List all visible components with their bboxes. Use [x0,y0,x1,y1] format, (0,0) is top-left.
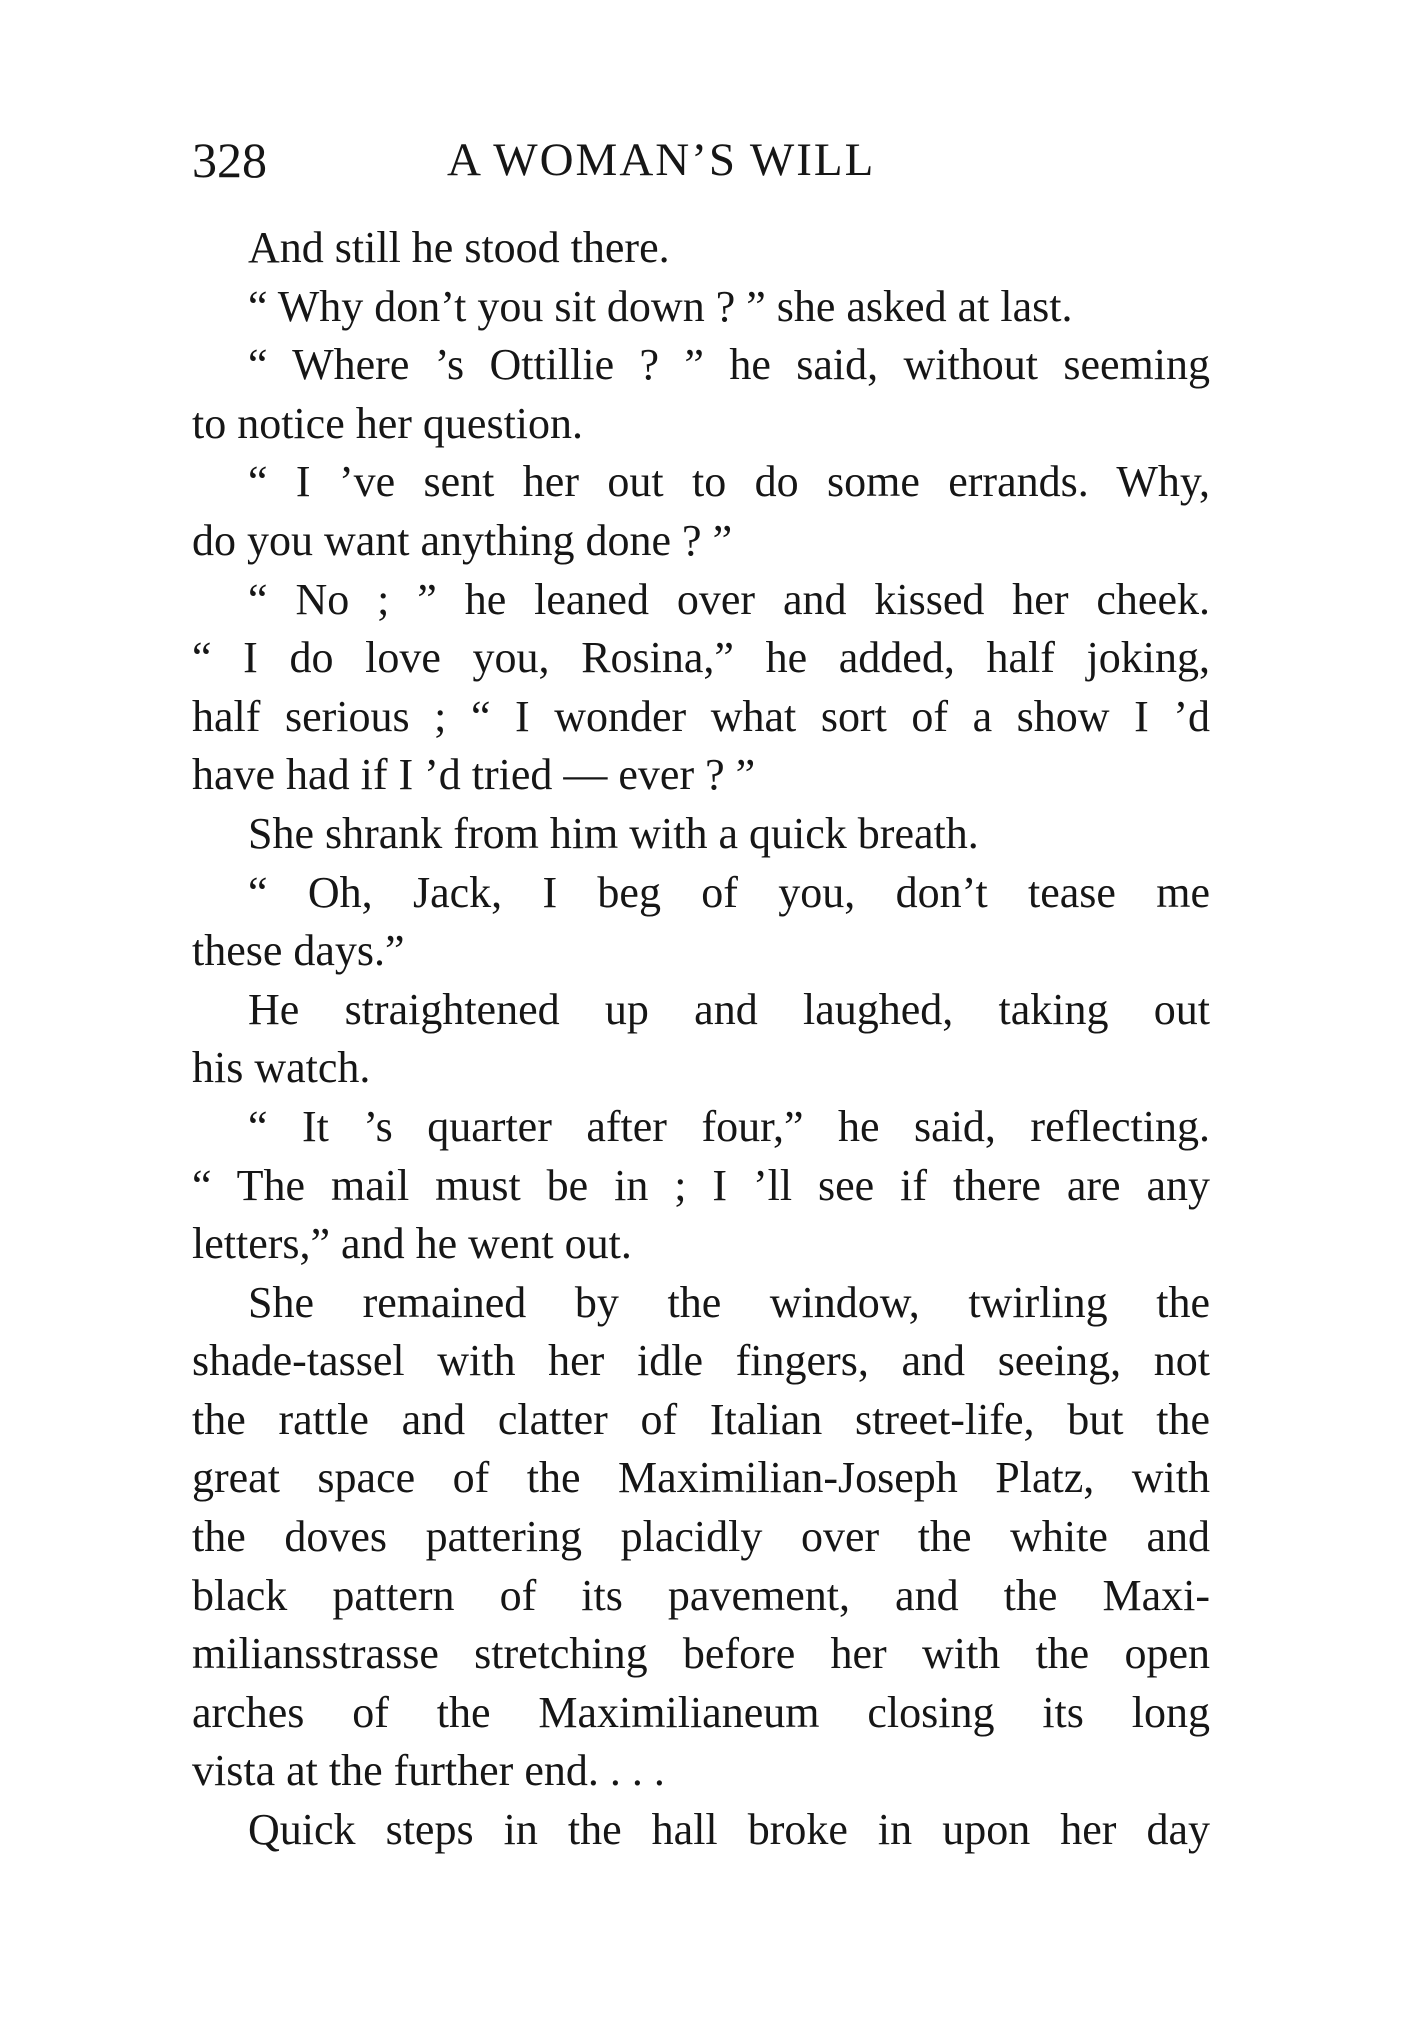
book-title: A WOMAN’S WILL [447,134,876,186]
body-text [192,219,1210,1860]
text-line: “ It ’s quarter after four,” he said, reflecting. [248,1101,1210,1151]
text-line: these days.” [192,926,405,976]
text-line: miliansstrasse stretching before her with the open [192,1629,1210,1679]
text-line: “ I ’ve sent her out to do some errands. Why, [248,457,1210,507]
running-head [192,130,1206,200]
text-line: do you want anything done ? ” [192,515,733,565]
text-line: arches of the Maximilianeum closing its long [192,1687,1210,1737]
text-line: vista at the further end. . . . [192,1746,665,1796]
text-line: “ Oh, Jack, I beg of you, don’t tease me [248,867,1210,917]
text-line: half serious ; “ I wonder what sort of a show I ’d [192,691,1210,741]
text-line: She remained by the window, twirling the [248,1277,1210,1327]
text-line: “ The mail must be in ; I ’ll see if there are any [192,1160,1210,1210]
text-line: letters,” and he went out. [192,1219,632,1269]
text-line: He straightened up and laughed, taking out [248,984,1210,1034]
text-line: have had if I ’d tried — ever ? ” [192,750,756,800]
text-line: his watch. [192,1043,371,1093]
text-line: the doves pattering placidly over the white and [192,1512,1210,1562]
text-line: black pattern of its pavement, and the Maxi- [192,1570,1210,1620]
text-line: shade-tassel with her idle fingers, and seeing, not [192,1336,1210,1386]
text-line: “ I do love you, Rosina,” he added, half joking, [192,633,1210,683]
page-number: 328 [192,132,267,188]
text-line: Quick steps in the hall broke in upon her day [248,1805,1210,1855]
text-line: the rattle and clatter of Italian street-life, but the [192,1394,1210,1444]
text-line: great space of the Maximilian-Joseph Platz, with [192,1453,1210,1503]
text-line: She shrank from him with a quick breath. [248,808,979,858]
text-line: “ No ; ” he leaned over and kissed her cheek. [248,574,1210,624]
text-line: And still he stood there. [248,223,670,272]
text-line: to notice her question. [192,398,584,448]
text-line: “ Where ’s Ottillie ? ” he said, without seeming [248,340,1210,390]
text-line: “ Why don’t you sit down ? ” she asked at last. [248,281,1073,331]
